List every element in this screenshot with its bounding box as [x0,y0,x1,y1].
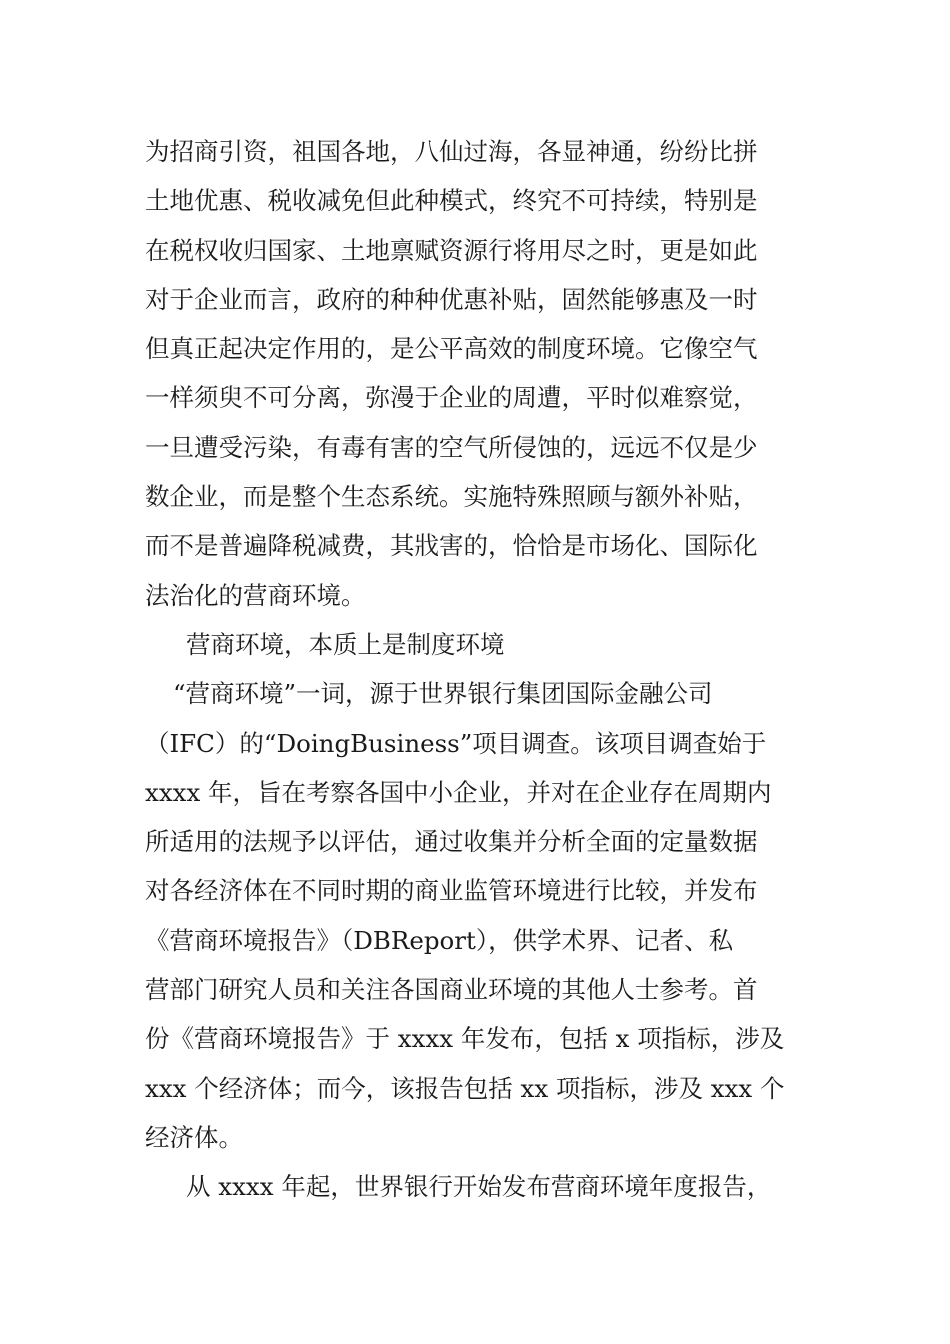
text-line: 数企业，而是整个生态系统。实施特殊照顾与额外补贴， [145,482,758,512]
text-line: 从 xxxx 年起，世界银行开始发布营商环境年度报告， [186,1172,772,1202]
text-line: （IFC）的“DoingBusiness”项目调查。该项目调查始于 [145,728,767,758]
section-heading: 营商环境，本质上是制度环境 [186,629,505,659]
text-line: 而不是普遍降税减费，其戕害的，恰恰是市场化、国际化 [145,531,758,561]
text-line: “营商环境”一词，源于世界银行集团国际金融公司 [173,679,713,709]
text-line: 对各经济体在不同时期的商业监管环境进行比较，并发布 [145,876,758,906]
text-line: 经济体。 [145,1122,243,1152]
text-line: 一样须臾不可分离，弥漫于企业的周遭，平时似难察觉， [145,383,758,413]
text-line: 营部门研究人员和关注各国商业环境的其他人士参考。首 [145,975,758,1005]
text-line: 对于企业而言，政府的种种优惠补贴，固然能够惠及一时 [145,284,758,314]
text-line: xxxx 年，旨在考察各国中小企业，并对在企业存在周期内 [145,777,772,807]
text-line: 《营商环境报告》（DBReport），供学术界、记者、私 [145,925,734,955]
text-line: xxx 个经济体；而今，该报告包括 xx 项指标，涉及 xxx 个 [145,1073,785,1103]
text-line: 一旦遭受污染，有毒有害的空气所侵蚀的，远远不仅是少 [145,432,758,462]
text-line: 份《营商环境报告》于 xxxx 年发布，包括 x 项指标，涉及 [145,1024,785,1054]
body-text [145,127,810,1212]
text-line: 但真正起决定作用的，是公平高效的制度环境。它像空气 [145,334,758,364]
text-line: 土地优惠、税收减免但此种模式，终究不可持续，特别是 [145,186,758,216]
text-line: 所适用的法规予以评估，通过收集并分析全面的定量数据 [145,827,758,857]
text-line: 法治化的营商环境。 [145,580,366,610]
text-line: 为招商引资，祖国各地，八仙过海，各显神通，纷纷比拼 [145,137,758,166]
text-line: 在税权收归国家、土地禀赋资源行将用尽之时，更是如此 [145,235,758,265]
